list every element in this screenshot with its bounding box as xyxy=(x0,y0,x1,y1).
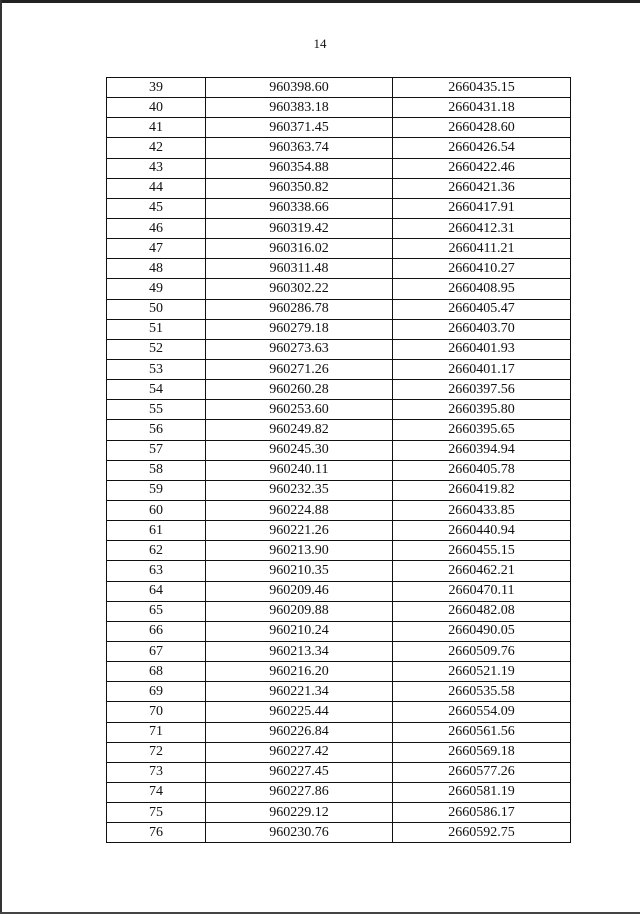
x-coordinate-cell: 960245.30 xyxy=(206,440,393,460)
x-coordinate-cell: 960311.48 xyxy=(206,259,393,279)
page-number: 14 xyxy=(313,36,327,51)
x-coordinate-cell: 960227.42 xyxy=(206,742,393,762)
x-coordinate-cell: 960273.63 xyxy=(206,339,393,359)
y-coordinate-cell: 2660401.93 xyxy=(393,339,571,359)
y-coordinate-cell: 2660433.85 xyxy=(393,500,571,520)
x-coordinate-cell: 960210.24 xyxy=(206,621,393,641)
y-coordinate-cell: 2660509.76 xyxy=(393,641,571,661)
x-coordinate-cell: 960225.44 xyxy=(206,702,393,722)
y-coordinate-cell: 2660405.78 xyxy=(393,460,571,480)
x-coordinate-cell: 960232.35 xyxy=(206,480,393,500)
y-coordinate-cell: 2660455.15 xyxy=(393,541,571,561)
x-coordinate-cell: 960210.35 xyxy=(206,561,393,581)
point-number-cell: 67 xyxy=(107,641,206,661)
y-coordinate-cell: 2660482.08 xyxy=(393,601,571,621)
table-row xyxy=(107,682,571,702)
table-row xyxy=(107,561,571,581)
x-coordinate-cell: 960221.34 xyxy=(206,682,393,702)
y-coordinate-cell: 2660561.56 xyxy=(393,722,571,742)
point-number-cell: 64 xyxy=(107,581,206,601)
y-coordinate-cell: 2660428.60 xyxy=(393,118,571,138)
point-number-cell: 66 xyxy=(107,621,206,641)
table-row xyxy=(107,440,571,460)
point-number-cell: 40 xyxy=(107,98,206,118)
table-row xyxy=(107,380,571,400)
y-coordinate-cell: 2660395.80 xyxy=(393,400,571,420)
y-coordinate-cell: 2660586.17 xyxy=(393,803,571,823)
x-coordinate-cell: 960249.82 xyxy=(206,420,393,440)
point-number-cell: 62 xyxy=(107,541,206,561)
y-coordinate-cell: 2660470.11 xyxy=(393,581,571,601)
table-row xyxy=(107,158,571,178)
table-row xyxy=(107,420,571,440)
x-coordinate-cell: 960224.88 xyxy=(206,500,393,520)
y-coordinate-cell: 2660419.82 xyxy=(393,480,571,500)
table-row xyxy=(107,662,571,682)
table-row xyxy=(107,742,571,762)
point-number-cell: 42 xyxy=(107,138,206,158)
x-coordinate-cell: 960260.28 xyxy=(206,380,393,400)
x-coordinate-cell: 960302.22 xyxy=(206,279,393,299)
y-coordinate-cell: 2660397.56 xyxy=(393,380,571,400)
table-row xyxy=(107,178,571,198)
y-coordinate-cell: 2660411.21 xyxy=(393,239,571,259)
y-coordinate-cell: 2660592.75 xyxy=(393,823,571,843)
x-coordinate-cell: 960398.60 xyxy=(206,78,393,98)
point-number-cell: 61 xyxy=(107,521,206,541)
point-number-cell: 49 xyxy=(107,279,206,299)
table-row xyxy=(107,581,571,601)
x-coordinate-cell: 960227.45 xyxy=(206,762,393,782)
y-coordinate-cell: 2660417.91 xyxy=(393,198,571,218)
x-coordinate-cell: 960226.84 xyxy=(206,722,393,742)
table-row xyxy=(107,400,571,420)
point-number-cell: 41 xyxy=(107,118,206,138)
point-number-cell: 52 xyxy=(107,339,206,359)
x-coordinate-cell: 960229.12 xyxy=(206,803,393,823)
coordinates-table xyxy=(106,77,571,843)
y-coordinate-cell: 2660490.05 xyxy=(393,621,571,641)
x-coordinate-cell: 960271.26 xyxy=(206,359,393,379)
table-row xyxy=(107,138,571,158)
point-number-cell: 54 xyxy=(107,380,206,400)
y-coordinate-cell: 2660435.15 xyxy=(393,78,571,98)
x-coordinate-cell: 960209.88 xyxy=(206,601,393,621)
y-coordinate-cell: 2660412.31 xyxy=(393,218,571,238)
point-number-cell: 45 xyxy=(107,198,206,218)
point-number-cell: 43 xyxy=(107,158,206,178)
table-row xyxy=(107,641,571,661)
y-coordinate-cell: 2660408.95 xyxy=(393,279,571,299)
x-coordinate-cell: 960253.60 xyxy=(206,400,393,420)
y-coordinate-cell: 2660421.36 xyxy=(393,178,571,198)
x-coordinate-cell: 960227.86 xyxy=(206,782,393,802)
x-coordinate-cell: 960350.82 xyxy=(206,178,393,198)
point-number-cell: 71 xyxy=(107,722,206,742)
point-number-cell: 51 xyxy=(107,319,206,339)
table-row xyxy=(107,279,571,299)
point-number-cell: 55 xyxy=(107,400,206,420)
table-row xyxy=(107,480,571,500)
y-coordinate-cell: 2660405.47 xyxy=(393,299,571,319)
table-row xyxy=(107,460,571,480)
table-row xyxy=(107,299,571,319)
y-coordinate-cell: 2660440.94 xyxy=(393,521,571,541)
point-number-cell: 63 xyxy=(107,561,206,581)
point-number-cell: 60 xyxy=(107,500,206,520)
table-row xyxy=(107,621,571,641)
table-row xyxy=(107,319,571,339)
point-number-cell: 65 xyxy=(107,601,206,621)
point-number-cell: 56 xyxy=(107,420,206,440)
point-number-cell: 46 xyxy=(107,218,206,238)
x-coordinate-cell: 960213.90 xyxy=(206,541,393,561)
x-coordinate-cell: 960354.88 xyxy=(206,158,393,178)
point-number-cell: 47 xyxy=(107,239,206,259)
table-row xyxy=(107,359,571,379)
x-coordinate-cell: 960240.11 xyxy=(206,460,393,480)
table-row xyxy=(107,198,571,218)
x-coordinate-cell: 960371.45 xyxy=(206,118,393,138)
x-coordinate-cell: 960319.42 xyxy=(206,218,393,238)
point-number-cell: 75 xyxy=(107,803,206,823)
x-coordinate-cell: 960216.20 xyxy=(206,662,393,682)
table-row xyxy=(107,541,571,561)
x-coordinate-cell: 960279.18 xyxy=(206,319,393,339)
table-row xyxy=(107,78,571,98)
y-coordinate-cell: 2660554.09 xyxy=(393,702,571,722)
table-row xyxy=(107,762,571,782)
y-coordinate-cell: 2660521.19 xyxy=(393,662,571,682)
y-coordinate-cell: 2660403.70 xyxy=(393,319,571,339)
x-coordinate-cell: 960338.66 xyxy=(206,198,393,218)
table-row xyxy=(107,601,571,621)
point-number-cell: 68 xyxy=(107,662,206,682)
point-number-cell: 76 xyxy=(107,823,206,843)
table-row xyxy=(107,339,571,359)
page-edge-left xyxy=(0,0,2,914)
y-coordinate-cell: 2660422.46 xyxy=(393,158,571,178)
table-row xyxy=(107,803,571,823)
table-row xyxy=(107,98,571,118)
x-coordinate-cell: 960230.76 xyxy=(206,823,393,843)
y-coordinate-cell: 2660395.65 xyxy=(393,420,571,440)
table-row xyxy=(107,259,571,279)
table-row xyxy=(107,118,571,138)
point-number-cell: 39 xyxy=(107,78,206,98)
y-coordinate-cell: 2660431.18 xyxy=(393,98,571,118)
table-row xyxy=(107,500,571,520)
page-edge-top xyxy=(0,0,640,3)
point-number-cell: 69 xyxy=(107,682,206,702)
point-number-cell: 53 xyxy=(107,359,206,379)
point-number-cell: 74 xyxy=(107,782,206,802)
table-row xyxy=(107,722,571,742)
point-number-cell: 48 xyxy=(107,259,206,279)
x-coordinate-cell: 960383.18 xyxy=(206,98,393,118)
x-coordinate-cell: 960213.34 xyxy=(206,641,393,661)
point-number-cell: 73 xyxy=(107,762,206,782)
x-coordinate-cell: 960363.74 xyxy=(206,138,393,158)
table-row xyxy=(107,782,571,802)
table-row xyxy=(107,218,571,238)
point-number-cell: 44 xyxy=(107,178,206,198)
y-coordinate-cell: 2660394.94 xyxy=(393,440,571,460)
table-row xyxy=(107,702,571,722)
y-coordinate-cell: 2660577.26 xyxy=(393,762,571,782)
point-number-cell: 50 xyxy=(107,299,206,319)
x-coordinate-cell: 960209.46 xyxy=(206,581,393,601)
point-number-cell: 57 xyxy=(107,440,206,460)
x-coordinate-cell: 960316.02 xyxy=(206,239,393,259)
table-row xyxy=(107,823,571,843)
coordinates-table-body xyxy=(107,78,571,843)
y-coordinate-cell: 2660426.54 xyxy=(393,138,571,158)
point-number-cell: 72 xyxy=(107,742,206,762)
point-number-cell: 58 xyxy=(107,460,206,480)
y-coordinate-cell: 2660569.18 xyxy=(393,742,571,762)
y-coordinate-cell: 2660401.17 xyxy=(393,359,571,379)
point-number-cell: 59 xyxy=(107,480,206,500)
point-number-cell: 70 xyxy=(107,702,206,722)
table-row xyxy=(107,521,571,541)
y-coordinate-cell: 2660410.27 xyxy=(393,259,571,279)
x-coordinate-cell: 960221.26 xyxy=(206,521,393,541)
x-coordinate-cell: 960286.78 xyxy=(206,299,393,319)
table-row xyxy=(107,239,571,259)
y-coordinate-cell: 2660462.21 xyxy=(393,561,571,581)
y-coordinate-cell: 2660581.19 xyxy=(393,782,571,802)
y-coordinate-cell: 2660535.58 xyxy=(393,682,571,702)
